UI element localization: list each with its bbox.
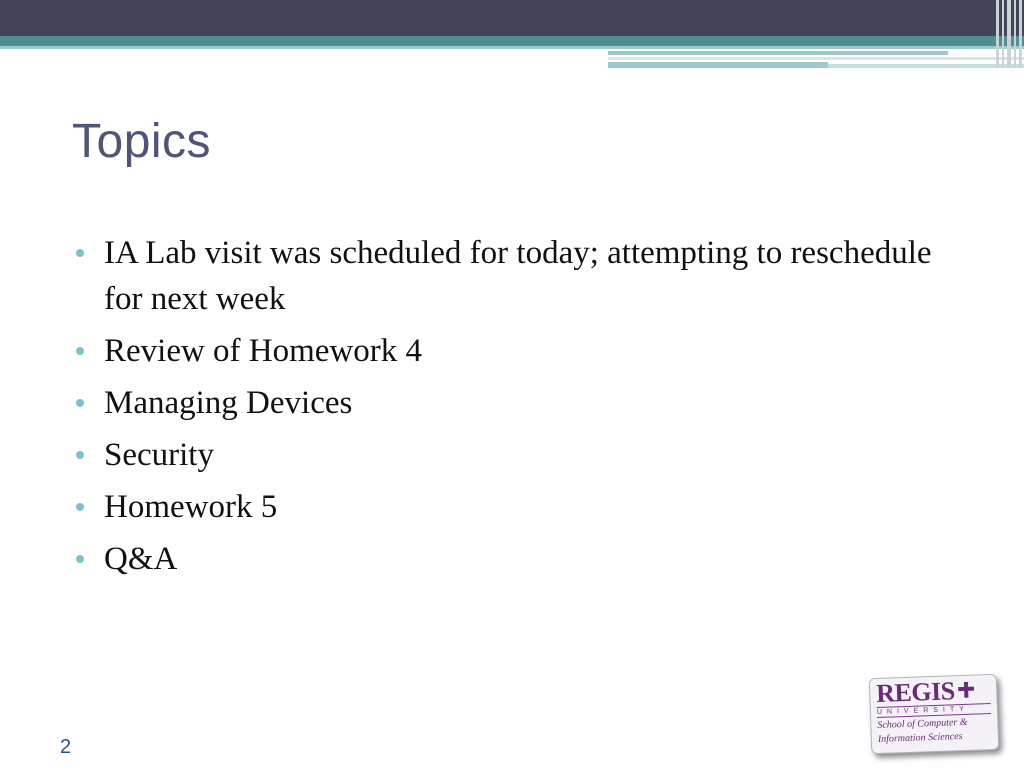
logo-school-line: Information Sciences xyxy=(877,731,963,745)
bullet-list xyxy=(76,230,976,588)
header-edge-lines xyxy=(992,0,1024,68)
bullet-item xyxy=(76,432,976,478)
bullet-item xyxy=(76,230,976,322)
bullet-item xyxy=(76,328,976,374)
header-strip xyxy=(608,57,1024,60)
bullet-dot-icon xyxy=(76,249,84,257)
bullet-text: IA Lab visit was scheduled for today; attempting to reschedule for next week xyxy=(104,235,932,317)
bullet-text: Q&A xyxy=(104,541,178,577)
header-dark-band xyxy=(0,0,1024,36)
logo-name: REGIS xyxy=(875,676,956,708)
page-number: 2 xyxy=(60,736,72,758)
bullet-text: Homework 5 xyxy=(104,489,278,525)
bullet-text: Review of Homework 4 xyxy=(104,333,423,369)
bullet-item xyxy=(76,536,976,582)
header-strip xyxy=(608,51,948,55)
bullet-dot-icon xyxy=(76,399,84,407)
logo-subtitle: UNIVERSITY xyxy=(877,703,991,718)
cross-icon xyxy=(958,682,975,699)
header-teal-line xyxy=(0,46,1024,49)
bullet-text: Security xyxy=(104,437,214,473)
bullet-dot-icon xyxy=(76,347,84,355)
bullet-dot-icon xyxy=(76,555,84,563)
bullet-dot-icon xyxy=(76,451,84,459)
slide-title: Topics xyxy=(72,115,212,168)
regis-logo xyxy=(869,674,1000,754)
bullet-item xyxy=(76,380,976,426)
header-strip xyxy=(608,62,828,68)
bullet-text: Managing Devices xyxy=(104,385,353,421)
bullet-dot-icon xyxy=(76,503,84,511)
bullet-item xyxy=(76,484,976,530)
logo-school-line: School of Computer & xyxy=(877,716,968,731)
